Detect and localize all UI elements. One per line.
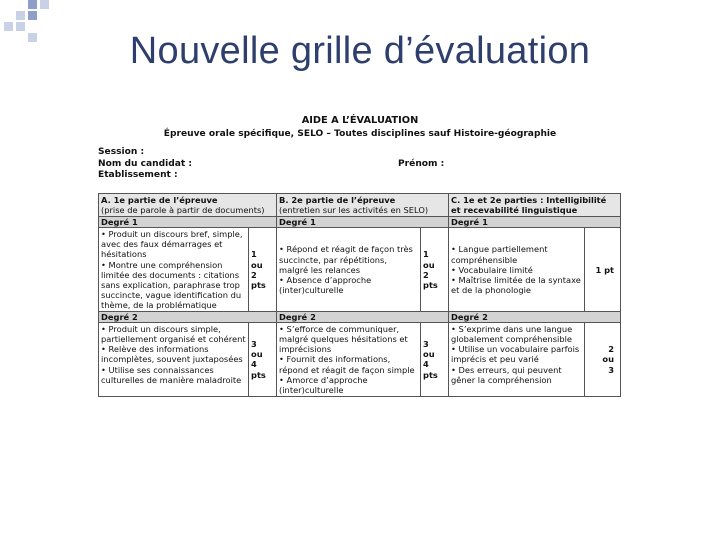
grid-header-row — [99, 194, 621, 217]
evaluation-document — [98, 112, 622, 484]
points-cell: 2 ou 3 — [585, 323, 621, 397]
degree-label: Degré 1 — [99, 217, 277, 228]
evaluation-grid — [98, 193, 621, 397]
decor-square — [28, 11, 37, 20]
points-cell: 1 ou 2 pts — [421, 228, 449, 312]
criteria-cell: • Répond et réagit de façon très succincte, par répétitions, malgré les relances • Absence d’approche (inter)culturelle — [277, 228, 421, 312]
column-c-header: C. 1e et 2e parties : Intelligibilité et recevabilité linguistique — [449, 194, 621, 217]
candidate-info — [98, 147, 622, 183]
criteria-cell: • Langue partiellement compréhensible • Vocabulaire limité • Maîtrise limitée de la syntaxe et de la phonologie — [449, 228, 585, 312]
decor-square — [28, 0, 37, 9]
document-heading: AIDE A L’ÉVALUATION — [301, 115, 419, 126]
degree-label: Degré 2 — [277, 312, 449, 323]
degree-2-content-row — [99, 323, 621, 397]
criteria-cell: • Produit un discours bref, simple, avec des faux démarrages et hésitations • Montre une compréhension limitée des documents : citations sans explication, paraphrase trop succincte, vague identification du thème, de la problématique — [99, 228, 249, 312]
criteria-cell: • S’efforce de communiquer, malgré quelques hésitations et imprécisions • Fournit des informations, répond et réagit de façon simple • Amorce d’approche (inter)culturelle — [277, 323, 421, 397]
decor-square — [16, 11, 25, 20]
first-name-label: Prénom : — [398, 158, 445, 169]
points-cell: 3 ou 4 pts — [421, 323, 449, 397]
decor-square — [40, 0, 49, 9]
criteria-cell: • S’exprime dans une langue globalement compréhensible • Utilise un vocabulaire parfois imprécis et peu varié • Des erreurs, qui peuvent gêner la compréhension — [449, 323, 585, 397]
document-subheading: Épreuve orale spécifique, SELO – Toutes disciplines sauf Histoire-géographie — [163, 129, 557, 139]
degree-label: Degré 1 — [449, 217, 621, 228]
degree-1-content-row — [99, 228, 621, 312]
degree-2-row — [99, 312, 621, 323]
session-label: Session : — [98, 147, 145, 157]
degree-label: Degré 1 — [277, 217, 449, 228]
criteria-cell: • Produit un discours simple, partiellement organisé et cohérent • Relève des informations incomplètes, souvent juxtaposées • Utilise ses connaissances culturelles de manière maladroite — [99, 323, 249, 397]
slide-title: Nouvelle grille d’évaluation — [129, 30, 591, 72]
establishment-label: Etablissement : — [98, 170, 178, 180]
column-a-header: A. 1e partie de l’épreuve (prise de parole à partir de documents) — [99, 194, 277, 217]
degree-1-row — [99, 217, 621, 228]
degree-label: Degré 2 — [449, 312, 621, 323]
points-cell: 1 pt — [585, 228, 621, 312]
points-cell: 3 ou 4 pts — [249, 323, 277, 397]
degree-label: Degré 2 — [99, 312, 277, 323]
points-cell: 1 ou 2 pts — [249, 228, 277, 312]
candidate-name-label: Nom du candidat : — [98, 158, 193, 169]
column-b-header: B. 2e partie de l’épreuve (entretien sur les activités en SELO) — [277, 194, 449, 217]
